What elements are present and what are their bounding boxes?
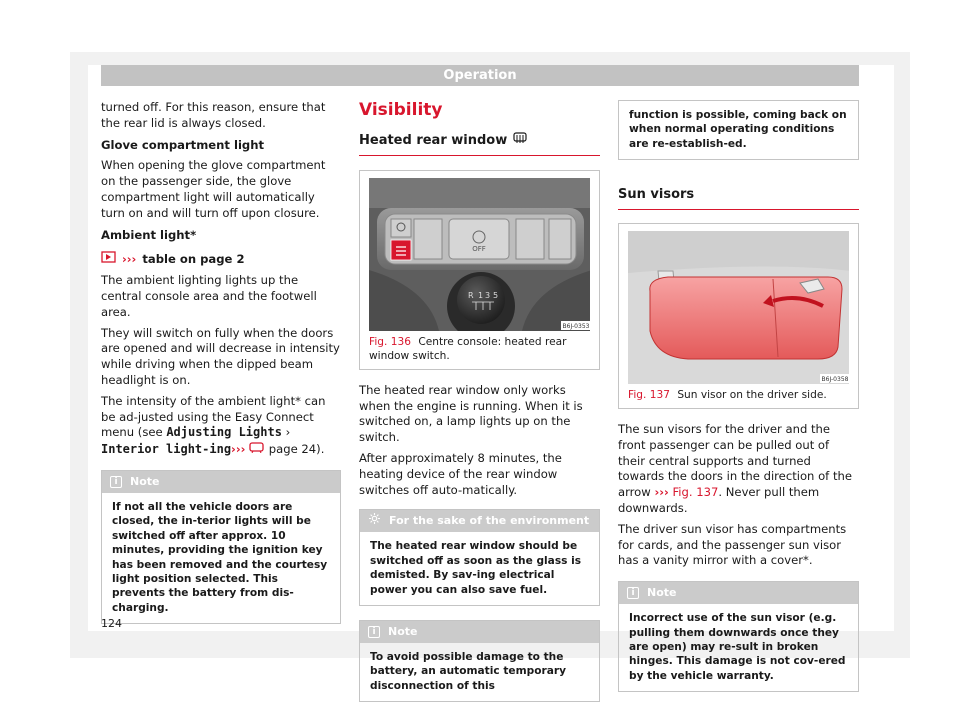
note-box bbox=[359, 620, 600, 702]
info-icon: i bbox=[368, 626, 380, 638]
figure-label: Fig. 136 bbox=[369, 335, 411, 348]
screen-icon bbox=[249, 442, 265, 456]
paragraph: The ambient lighting lights up the central console area and the footwell area. bbox=[101, 273, 317, 319]
gear-label: 5 bbox=[493, 290, 499, 300]
gear-label: R bbox=[468, 290, 474, 300]
rear-window-heat-icon bbox=[513, 132, 527, 149]
figure-caption bbox=[369, 335, 590, 363]
column-1 bbox=[101, 100, 341, 624]
link-text: table on page 2 bbox=[142, 251, 245, 266]
table-link[interactable] bbox=[101, 251, 245, 268]
figure-link[interactable]: Fig. 137 bbox=[668, 485, 719, 500]
note-title: Note bbox=[388, 625, 418, 639]
paragraph: turned off. For this reason, ensure that the rear lid is always closed. bbox=[101, 100, 326, 130]
note-header bbox=[619, 582, 858, 604]
paragraph: They will switch on fully when the doors are opened and will decrease in intensity while driving when the dipped beam headlight is on. bbox=[101, 325, 340, 387]
note-title: Note bbox=[647, 586, 677, 600]
page-ref[interactable]: page 24 bbox=[265, 442, 317, 457]
figure-caption bbox=[628, 388, 849, 402]
note-continuation-text: function is possible, coming back on when normal operating conditions are re-establish-ed. bbox=[629, 109, 847, 150]
figure-code: B6J-0358 bbox=[821, 376, 849, 384]
info-icon: i bbox=[627, 587, 639, 599]
caption-text: Centre console: heated rear window switch. bbox=[369, 335, 567, 362]
subsection-title: Sun visors bbox=[618, 187, 695, 203]
ambient-heading: Ambient light* bbox=[101, 227, 197, 242]
page-number: 124 bbox=[101, 617, 122, 630]
gear-label: 3 bbox=[485, 290, 491, 300]
environment-box bbox=[359, 509, 600, 606]
info-icon: i bbox=[110, 476, 122, 488]
sun-visor-image bbox=[628, 231, 849, 384]
note-box bbox=[101, 470, 341, 624]
note-box bbox=[618, 581, 859, 692]
note-continuation-box bbox=[618, 100, 859, 160]
text: ). bbox=[316, 442, 325, 457]
paragraph: When opening the glove compartment on the passenger side, the glove compartment light will automatically turn on and will turn off upon closure. bbox=[101, 158, 326, 220]
note-title: Note bbox=[130, 475, 160, 489]
subsection-heading bbox=[618, 187, 859, 210]
environment-text: The heated rear window should be switched off as soon as the glass is demisted. By sav-ing electrical power you can also save fuel. bbox=[370, 540, 582, 596]
panel-label: OFF bbox=[472, 244, 486, 253]
menu-item: Interior light-ing bbox=[101, 442, 232, 457]
separator: › bbox=[281, 425, 291, 440]
section-title: Visibility bbox=[359, 100, 443, 120]
figure-136 bbox=[359, 170, 600, 370]
paragraph: After approximately 8 minutes, the heating device of the rear window switches off auto-matically. bbox=[359, 450, 562, 497]
subsection-heading bbox=[359, 132, 600, 156]
note-text: Incorrect use of the sun visor (e.g. pulling them downwards once they are open) may re-sult in broken hinges. This damage is not cov-ered by the vehicle warranty. bbox=[629, 612, 846, 682]
page-header: Operation bbox=[101, 65, 859, 86]
figure-label: Fig. 137 bbox=[628, 389, 670, 402]
paragraph bbox=[618, 422, 859, 517]
environment-header bbox=[360, 510, 599, 532]
figure-code: B6J-0353 bbox=[562, 322, 590, 330]
note-text: If not all the vehicle doors are closed, the in-terior lights will be switched off after approx. 10 minutes, providing the ignition key has been removed and the courtesy light position selected. This prevents the battery from dis-charging. bbox=[112, 500, 328, 614]
book-icon bbox=[101, 251, 116, 268]
console-image bbox=[369, 178, 590, 331]
text: The sun visors for the driver and the front passenger can be pulled out of their central supports and turned towards the doors in the direction of the arrow bbox=[618, 422, 852, 500]
environment-icon bbox=[368, 512, 381, 530]
gear-label: 1 bbox=[478, 290, 484, 300]
link-arrows[interactable]: ››› bbox=[231, 442, 246, 457]
link-arrows: ››› bbox=[122, 251, 137, 266]
paragraph: The heated rear window only works when the engine is running. When it is switched on, a lamp lights up on the switch. bbox=[359, 382, 583, 445]
glove-heading: Glove compartment light bbox=[101, 137, 265, 152]
paragraph: The driver sun visor has compartments for cards, and the passenger sun visor has a vanity mirror with a cover*. bbox=[618, 521, 847, 568]
environment-title: For the sake of the environment bbox=[389, 514, 590, 528]
paragraph bbox=[101, 394, 341, 458]
text: The intensity of the ambient light* can be ad-justed using the Easy Connect menu (see bbox=[101, 393, 326, 440]
figure-137 bbox=[618, 223, 859, 409]
note-header bbox=[102, 471, 340, 493]
note-text: To avoid possible damage to the battery, an automatic temporary disconnection of this bbox=[370, 651, 566, 692]
column-2 bbox=[359, 100, 600, 702]
column-3 bbox=[618, 100, 859, 692]
text: . Never pull them downwards. bbox=[618, 485, 820, 515]
menu-item: Adjusting Lights bbox=[166, 425, 282, 440]
caption-text: Sun visor on the driver side. bbox=[677, 389, 827, 402]
subsection-title: Heated rear window bbox=[359, 132, 508, 148]
note-header bbox=[360, 621, 599, 643]
link-arrows[interactable]: ››› bbox=[654, 485, 669, 500]
